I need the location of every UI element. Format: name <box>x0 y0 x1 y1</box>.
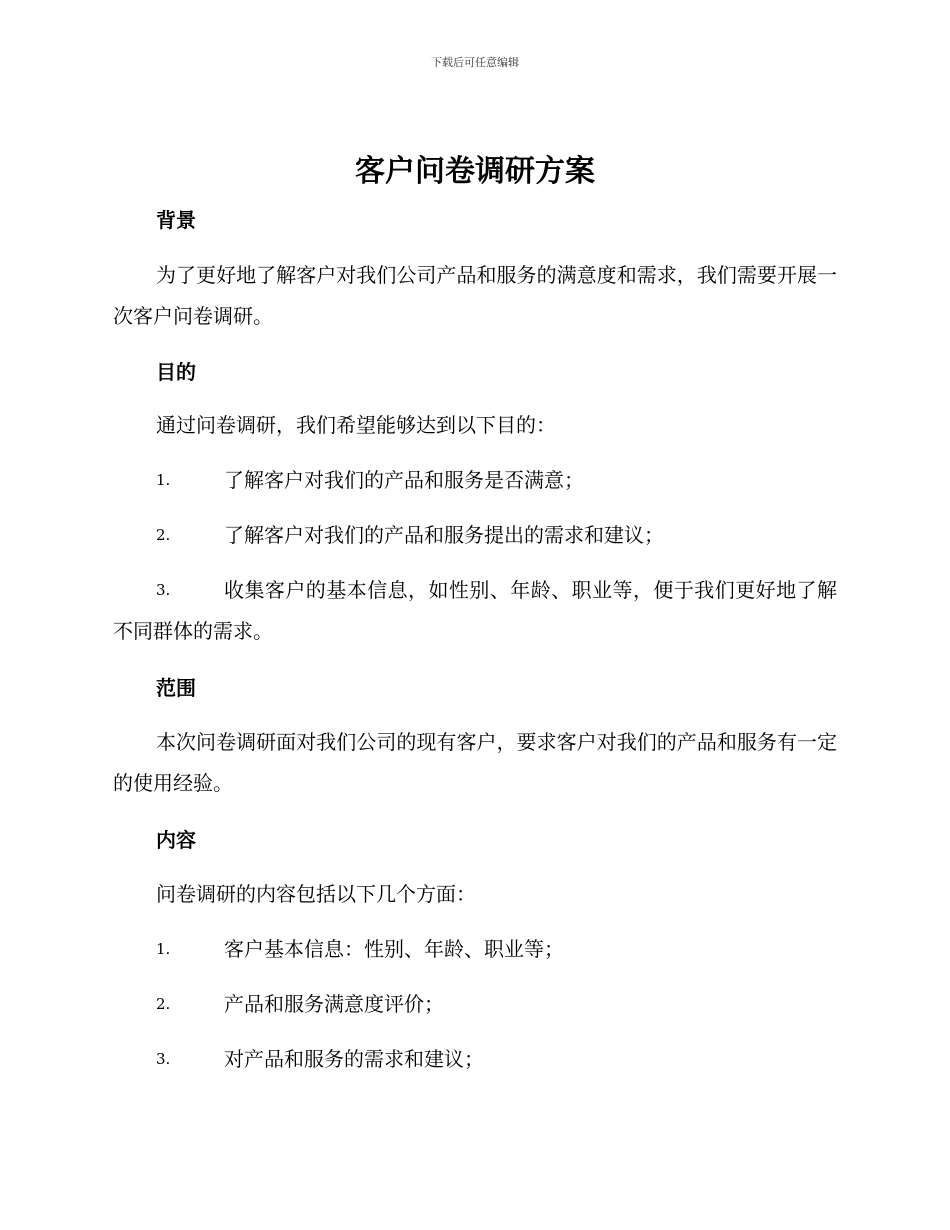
list-text: 产品和服务满意度评价； <box>224 992 444 1016</box>
heading-purpose: 目的 <box>156 360 196 384</box>
list-text: 收集客户的基本信息，如性别、年龄、职业等，便于我们更好地了解不同群体的需求。 <box>113 578 837 643</box>
page-header-note: 下载后可任意编辑 <box>431 56 519 69</box>
list-text: 了解客户对我们的产品和服务是否满意； <box>224 468 584 492</box>
list-number: 3. <box>156 581 171 599</box>
content-list-item <box>113 984 837 1025</box>
list-text: 客户基本信息：性别、年龄、职业等； <box>224 937 564 961</box>
purpose-list-item <box>113 515 837 556</box>
document-title: 客户问卷调研方案 <box>355 154 595 189</box>
purpose-list-item <box>113 460 837 501</box>
content-list-item <box>113 1039 837 1080</box>
background-paragraph: 为了更好地了解客户对我们公司产品和服务的满意度和需求，我们需要开展一次客户问卷调研。 <box>113 263 837 328</box>
list-number: 2. <box>156 526 171 544</box>
list-text: 对产品和服务的需求和建议； <box>224 1047 484 1071</box>
purpose-intro: 通过问卷调研，我们希望能够达到以下目的： <box>156 413 556 437</box>
heading-content: 内容 <box>156 828 196 852</box>
list-number: 3. <box>156 1050 171 1068</box>
content-list-item <box>113 929 837 970</box>
list-number: 1. <box>156 471 171 489</box>
heading-background: 背景 <box>156 208 196 232</box>
purpose-list-item <box>113 570 837 652</box>
heading-scope: 范围 <box>156 676 196 700</box>
list-text: 了解客户对我们的产品和服务提出的需求和建议； <box>224 523 664 547</box>
list-number: 2. <box>156 995 171 1013</box>
list-number: 1. <box>156 940 171 958</box>
content-intro: 问卷调研的内容包括以下几个方面： <box>156 882 476 906</box>
scope-paragraph: 本次问卷调研面对我们公司的现有客户，要求客户对我们的产品和服务有一定的使用经验。 <box>113 730 837 795</box>
